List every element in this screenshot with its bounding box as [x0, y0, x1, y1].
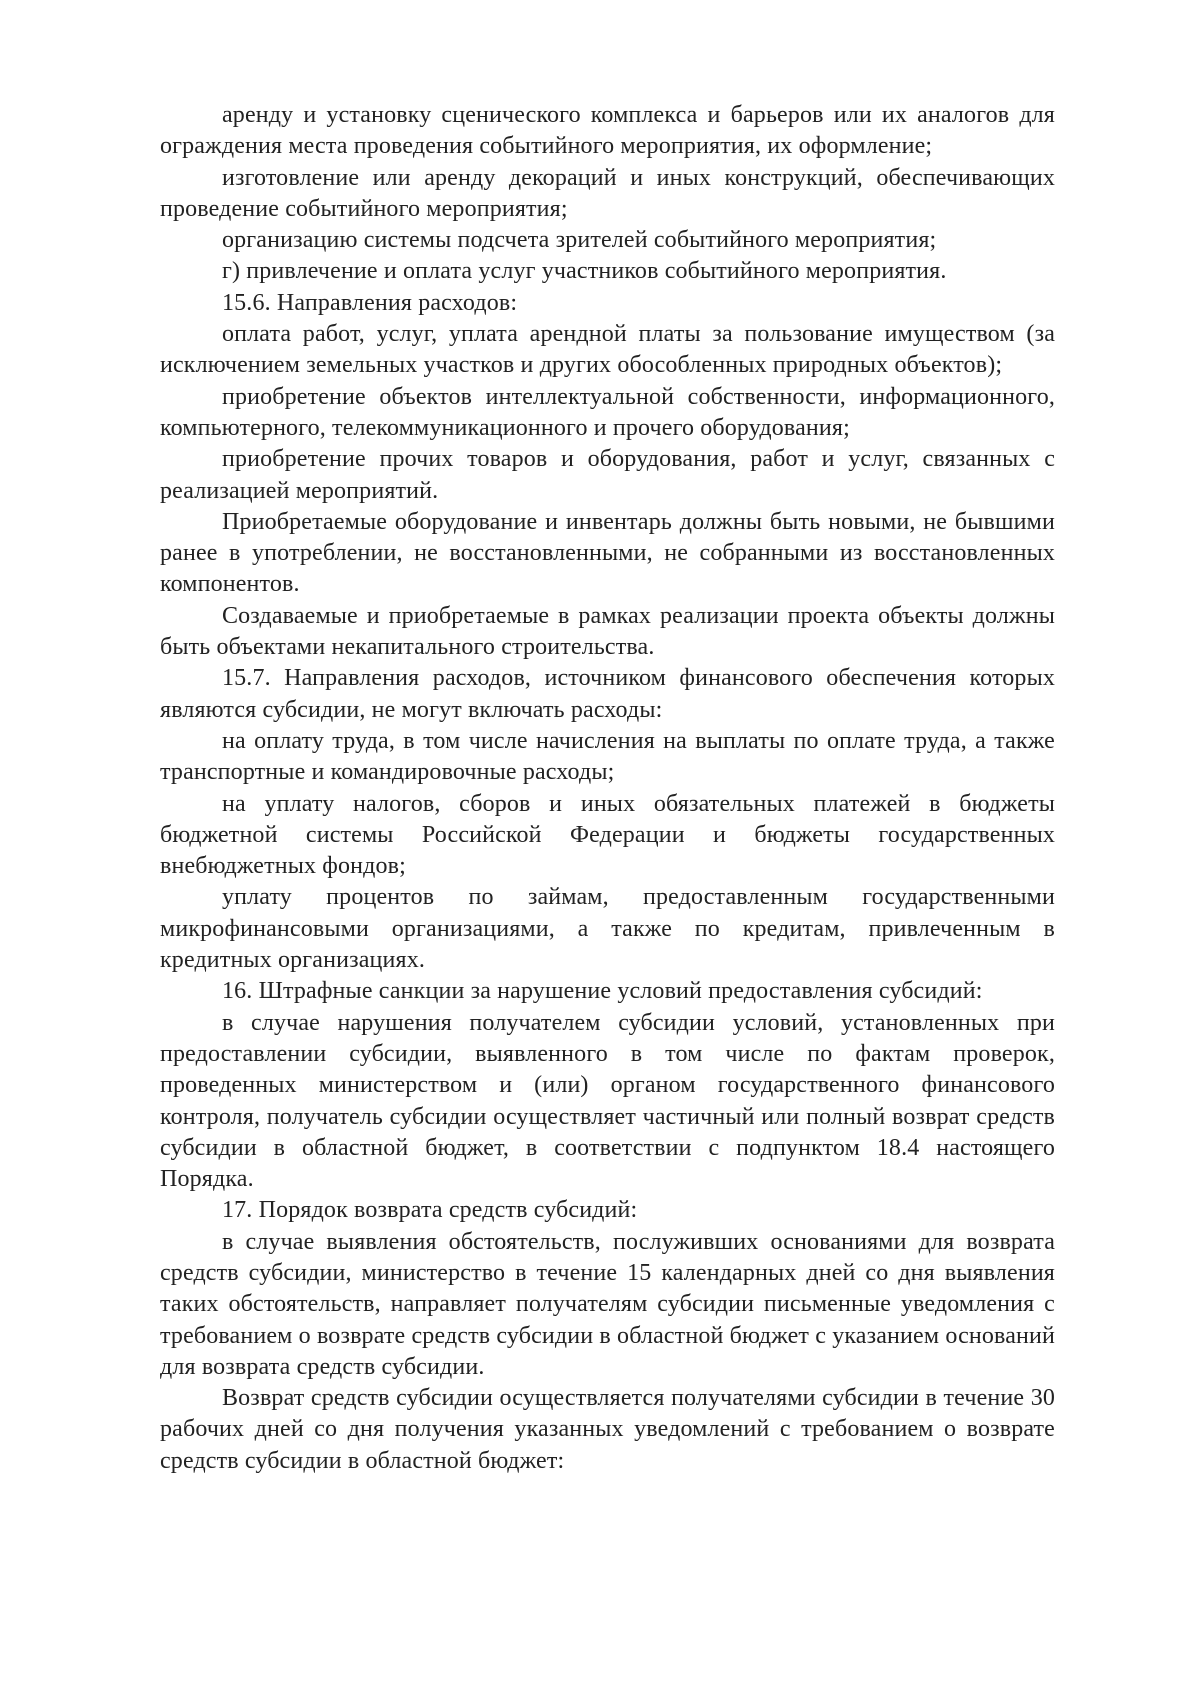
- paragraph: в случае нарушения получателем субсидии условий, установленных при предоставлении субсидии, выявленного в том числе по фактам проверок, проведенных министерством и (или) органом государственного финансового контроля, получатель субсидии осуществляет частичный или полный возврат средств субсидии в областной бюджет, в соответствии с подпунктом 18.4 настоящего Порядка.: [160, 1009, 1055, 1193]
- paragraph: Возврат средств субсидии осуществляется получателями субсидии в течение 30 рабочих дней со дня получения указанных уведомлений с требованием о возврате средств субсидии в областной бюджет:: [160, 1385, 1055, 1474]
- section-heading: 15.7. Направления расходов, источником финансового обеспечения которых являются субсидии, не могут включать расходы:: [160, 665, 1055, 723]
- paragraph: на уплату налогов, сборов и иных обязательных платежей в бюджеты бюджетной системы Российской Федерации и бюджеты государственных внебюджетных фондов;: [160, 790, 1055, 880]
- paragraph: Приобретаемые оборудование и инвентарь должны быть новыми, не бывшими ранее в употреблении, не восстановленными, не собранными из восстановленных компонентов.: [160, 508, 1055, 598]
- section-heading: 15.6. Направления расходов:: [222, 289, 518, 316]
- paragraph: г) привлечение и оплата услуг участников событийного мероприятия.: [222, 258, 947, 285]
- section-heading: 17. Порядок возврата средств субсидий:: [222, 1197, 638, 1224]
- paragraph: приобретение объектов интеллектуальной собственности, информационного, компьютерного, телекоммуникационного и прочего оборудования;: [160, 383, 1055, 441]
- paragraph: приобретение прочих товаров и оборудования, работ и услуг, связанных с реализацией мероприятий.: [160, 446, 1055, 504]
- paragraph: в случае выявления обстоятельств, послуживших основаниями для возврата средств субсидии, министерство в течение 15 календарных дней со дня выявления таких обстоятельств, направляет получателям субсидии письменные уведомления с требованием о возврате средств субсидии в областной бюджет с указанием оснований для возврата средств субсидии.: [160, 1228, 1055, 1380]
- paragraph: оплата работ, услуг, уплата арендной платы за пользование имуществом (за исключением земельных участков и других обособленных природных объектов);: [160, 321, 1055, 379]
- document-page: [160, 100, 1055, 1477]
- paragraph: изготовление или аренду декораций и иных конструкций, обеспечивающих проведение событийного мероприятия;: [160, 164, 1055, 222]
- paragraph: уплату процентов по займам, предоставленным государственными микрофинансовыми организациями, а также по кредитам, привлеченным в кредитных организациях.: [160, 884, 1055, 974]
- section-heading: 16. Штрафные санкции за нарушение условий предоставления субсидий:: [222, 978, 983, 1005]
- paragraph: на оплату труда, в том числе начисления на выплаты по оплате труда, а также транспортные и командировочные расходы;: [160, 727, 1055, 786]
- paragraph: организацию системы подсчета зрителей событийного мероприятия;: [222, 227, 937, 254]
- paragraph: аренду и установку сценического комплекса и барьеров или их аналогов для ограждения места проведения событийного мероприятия, их оформление;: [160, 102, 1055, 160]
- paragraph: Создаваемые и приобретаемые в рамках реализации проекта объекты должны быть объектами некапитального строительства.: [160, 602, 1055, 661]
